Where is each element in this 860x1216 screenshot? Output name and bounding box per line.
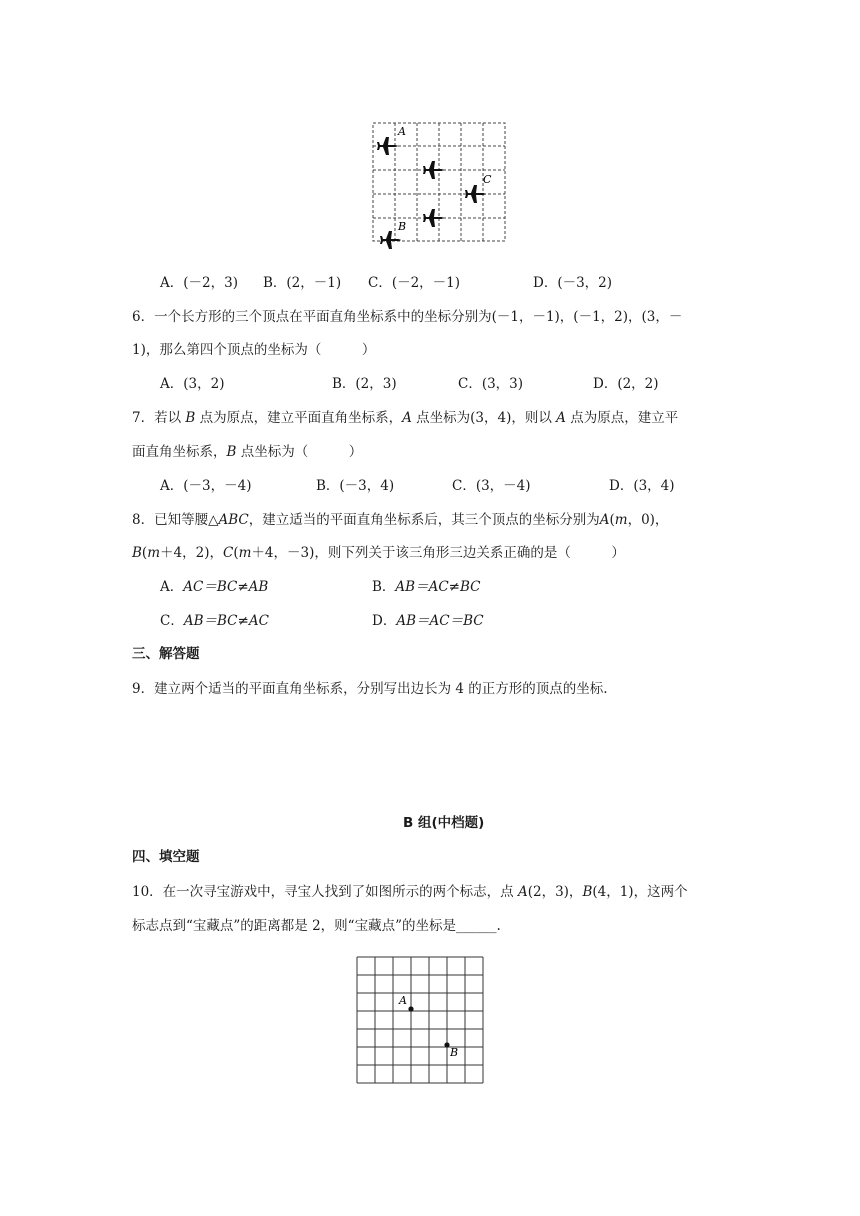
q6-option-d[interactable]: D．(2，2) <box>593 376 659 392</box>
q7-option-c[interactable]: C．(3，－4) <box>452 478 531 494</box>
airplane-icon <box>423 161 444 179</box>
q7-line1: 7．若以 B 点为原点，建立平面直角坐标系，A 点坐标为(3，4)，则以 A 点为原点，建立平 <box>132 410 679 426</box>
q8-option-d[interactable]: D．AB＝AC＝BC <box>372 613 484 629</box>
treasure-grid-figure <box>354 954 488 1086</box>
q5-option-c[interactable]: C．(－2，－1) <box>368 275 461 291</box>
q7-option-a[interactable]: A．(－3，－4) <box>160 478 252 494</box>
group-b-title: B 组(中档题) <box>403 815 485 831</box>
q8-option-c[interactable]: C．AB＝BC≠AC <box>160 613 269 629</box>
q7-option-d[interactable]: D．(3，4) <box>609 478 675 494</box>
q5-option-a[interactable]: A．(－2，3) <box>160 275 238 291</box>
label-b: B <box>398 220 407 233</box>
q6-option-b[interactable]: B．(2，3) <box>332 376 397 392</box>
label-c: C <box>483 173 492 186</box>
q10-line1: 10．在一次寻宝游戏中，寻宝人找到了如图所示的两个标志，点 A(2，3)，B(4，1)，这两个 <box>132 884 688 900</box>
airplane-icon <box>380 231 401 249</box>
point-a <box>408 1006 413 1011</box>
section4-title: 四、填空题 <box>132 849 200 865</box>
q6-option-a[interactable]: A．(3，2) <box>160 376 225 392</box>
q8-line1: 8．已知等腰△ABC，建立适当的平面直角坐标系后，其三个顶点的坐标分别为A(m，0)， <box>132 512 669 528</box>
q6-line1: 6．一个长方形的三个顶点在平面直角坐标系中的坐标分别为(－1，－1)，(－1，2)，(3，－ <box>132 309 683 325</box>
q8-line2: B(m＋4，2)，C(m＋4，－3)，则下列关于该三角形三边关系正确的是（ ） <box>132 545 625 561</box>
label-a: A <box>398 125 406 138</box>
label-point-a: A <box>399 994 407 1007</box>
section3-title: 三、解答题 <box>132 646 200 662</box>
q6-option-c[interactable]: C．(3，3) <box>458 376 524 392</box>
label-point-b: B <box>450 1046 459 1059</box>
q5-option-b[interactable]: B．(2，－1) <box>263 275 342 291</box>
q5-option-d[interactable]: D．(－3，2) <box>533 275 613 291</box>
q7-option-b[interactable]: B．(－3，4) <box>316 478 395 494</box>
q9-text: 9．建立两个适当的平面直角坐标系，分别写出边长为 4 的正方形的顶点的坐标. <box>132 681 608 697</box>
q8-option-b[interactable]: B．AB＝AC≠BC <box>372 579 481 595</box>
q6-line2: 1)，那么第四个顶点的坐标为（ ） <box>132 342 376 358</box>
q10-line2: 标志点到“宝藏点”的距离都是 2，则“宝藏点”的坐标是______. <box>132 918 501 934</box>
airplane-grid-figure <box>370 120 510 250</box>
point-b <box>444 1042 449 1047</box>
q7-line2: 面直角坐标系，B 点坐标为（ ） <box>132 444 363 460</box>
q8-option-a[interactable]: A．AC＝BC≠AB <box>160 579 269 595</box>
airplane-icon <box>423 209 444 227</box>
